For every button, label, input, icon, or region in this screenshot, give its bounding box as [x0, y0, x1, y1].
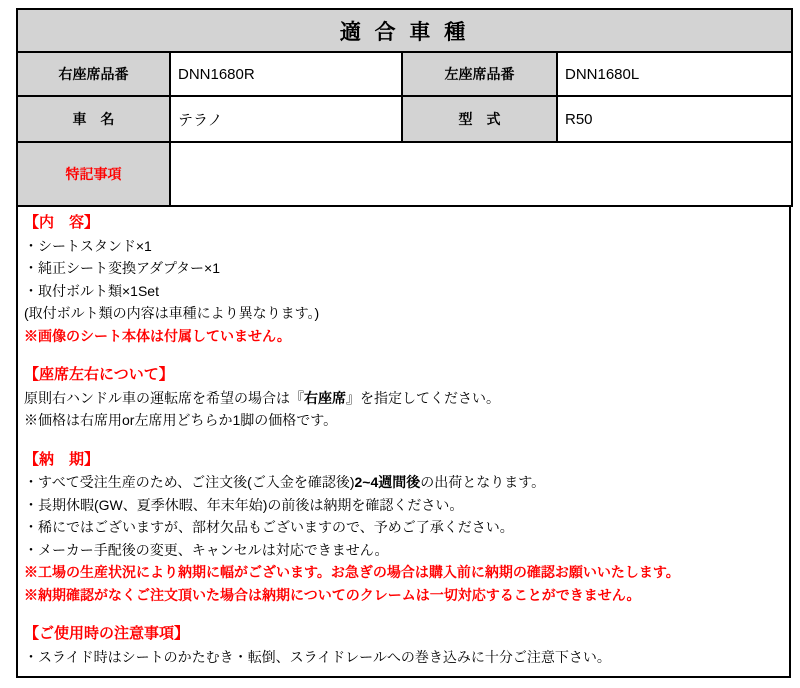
text-segment: ※納期確認がなくご注文頂いた場合は納期についてのクレームは一切対応することができません。 [24, 586, 641, 603]
label-left-seat-part-number: 左座席品番 [402, 52, 557, 96]
text-segment: ※画像のシート本体は付属していません。 [24, 327, 291, 344]
content-line [24, 646, 783, 669]
text-segment: 右座席 [304, 389, 346, 406]
label-right-seat-part-number: 右座席品番 [17, 52, 170, 96]
product-spec-sheet [16, 8, 791, 678]
part-number-row [17, 52, 792, 96]
text-segment: (取付ボルト類の内容は車種により異なります。) [24, 305, 320, 321]
value-right-seat-part-number: DNN1680R [170, 52, 402, 96]
car-name-model-row [17, 96, 792, 142]
content-sections [16, 205, 791, 678]
content-line [24, 280, 783, 303]
content-line [24, 387, 783, 410]
special-notes-row [17, 142, 792, 206]
text-segment: ・純正シート変換アダプター×1 [24, 260, 221, 276]
content-line [24, 325, 783, 348]
text-segment: 』を指定してください。 [346, 389, 500, 406]
content-section [24, 212, 783, 347]
text-segment: ・シートスタンド×1 [24, 237, 152, 254]
content-line [24, 257, 783, 280]
table-title: 適 合 車 種 [17, 9, 792, 52]
content-line [24, 584, 783, 607]
value-model-code: R50 [557, 96, 792, 142]
text-segment: ※価格は右席用or左席用どちらか1脚の価格です。 [24, 412, 338, 428]
value-special-notes [170, 142, 792, 206]
text-segment: の出荷となります。 [420, 474, 546, 490]
text-segment: 2~4週間後 [354, 474, 421, 490]
table-title-row [17, 9, 792, 52]
content-line [24, 302, 783, 325]
text-segment: ・取付ボルト類×1Set [24, 282, 159, 299]
content-line [24, 235, 783, 258]
text-segment: ・長期休暇(GW、夏季休暇、年末年始)の前後は納期を確認ください。 [24, 496, 464, 513]
value-car-name: テラノ [170, 96, 402, 142]
text-segment: 原則右ハンドル車の運転席を希望の場合は『 [24, 389, 304, 406]
content-line [24, 539, 783, 562]
label-model-code: 型 式 [402, 96, 557, 142]
section-heading: 【納 期】 [24, 450, 100, 468]
section-heading: 【ご使用時の注意事項】 [24, 625, 190, 642]
content-line [24, 516, 783, 539]
section-heading: 【座席左右について】 [24, 366, 174, 383]
label-special-notes: 特記事項 [17, 142, 170, 206]
label-car-name: 車 名 [17, 96, 170, 142]
content-section [24, 449, 783, 607]
text-segment: ・稀にではございますが、部材欠品もございますので、予めご了承ください。 [24, 519, 514, 535]
text-segment: ※工場の生産状況により納期に幅がございます。お急ぎの場合は購入前に納期の確認お願いいたします。 [24, 564, 680, 580]
content-section [24, 623, 783, 668]
text-segment: ・すべて受注生産のため、ご注文後(ご入金を確認後) [24, 474, 355, 490]
value-left-seat-part-number: DNN1680L [557, 52, 792, 96]
section-heading: 【内 容】 [24, 214, 100, 231]
content-line [24, 471, 783, 494]
content-section [24, 364, 783, 432]
text-segment: ・スライド時はシートのかたむき・転倒、スライドレールへの巻き込みに十分ご注意下さい。 [24, 648, 611, 665]
content-line [24, 561, 783, 584]
content-line [24, 409, 783, 432]
content-line [24, 494, 783, 517]
compatible-vehicle-table [16, 8, 793, 207]
text-segment: ・メーカー手配後の変更、キャンセルは対応できません。 [24, 541, 389, 558]
